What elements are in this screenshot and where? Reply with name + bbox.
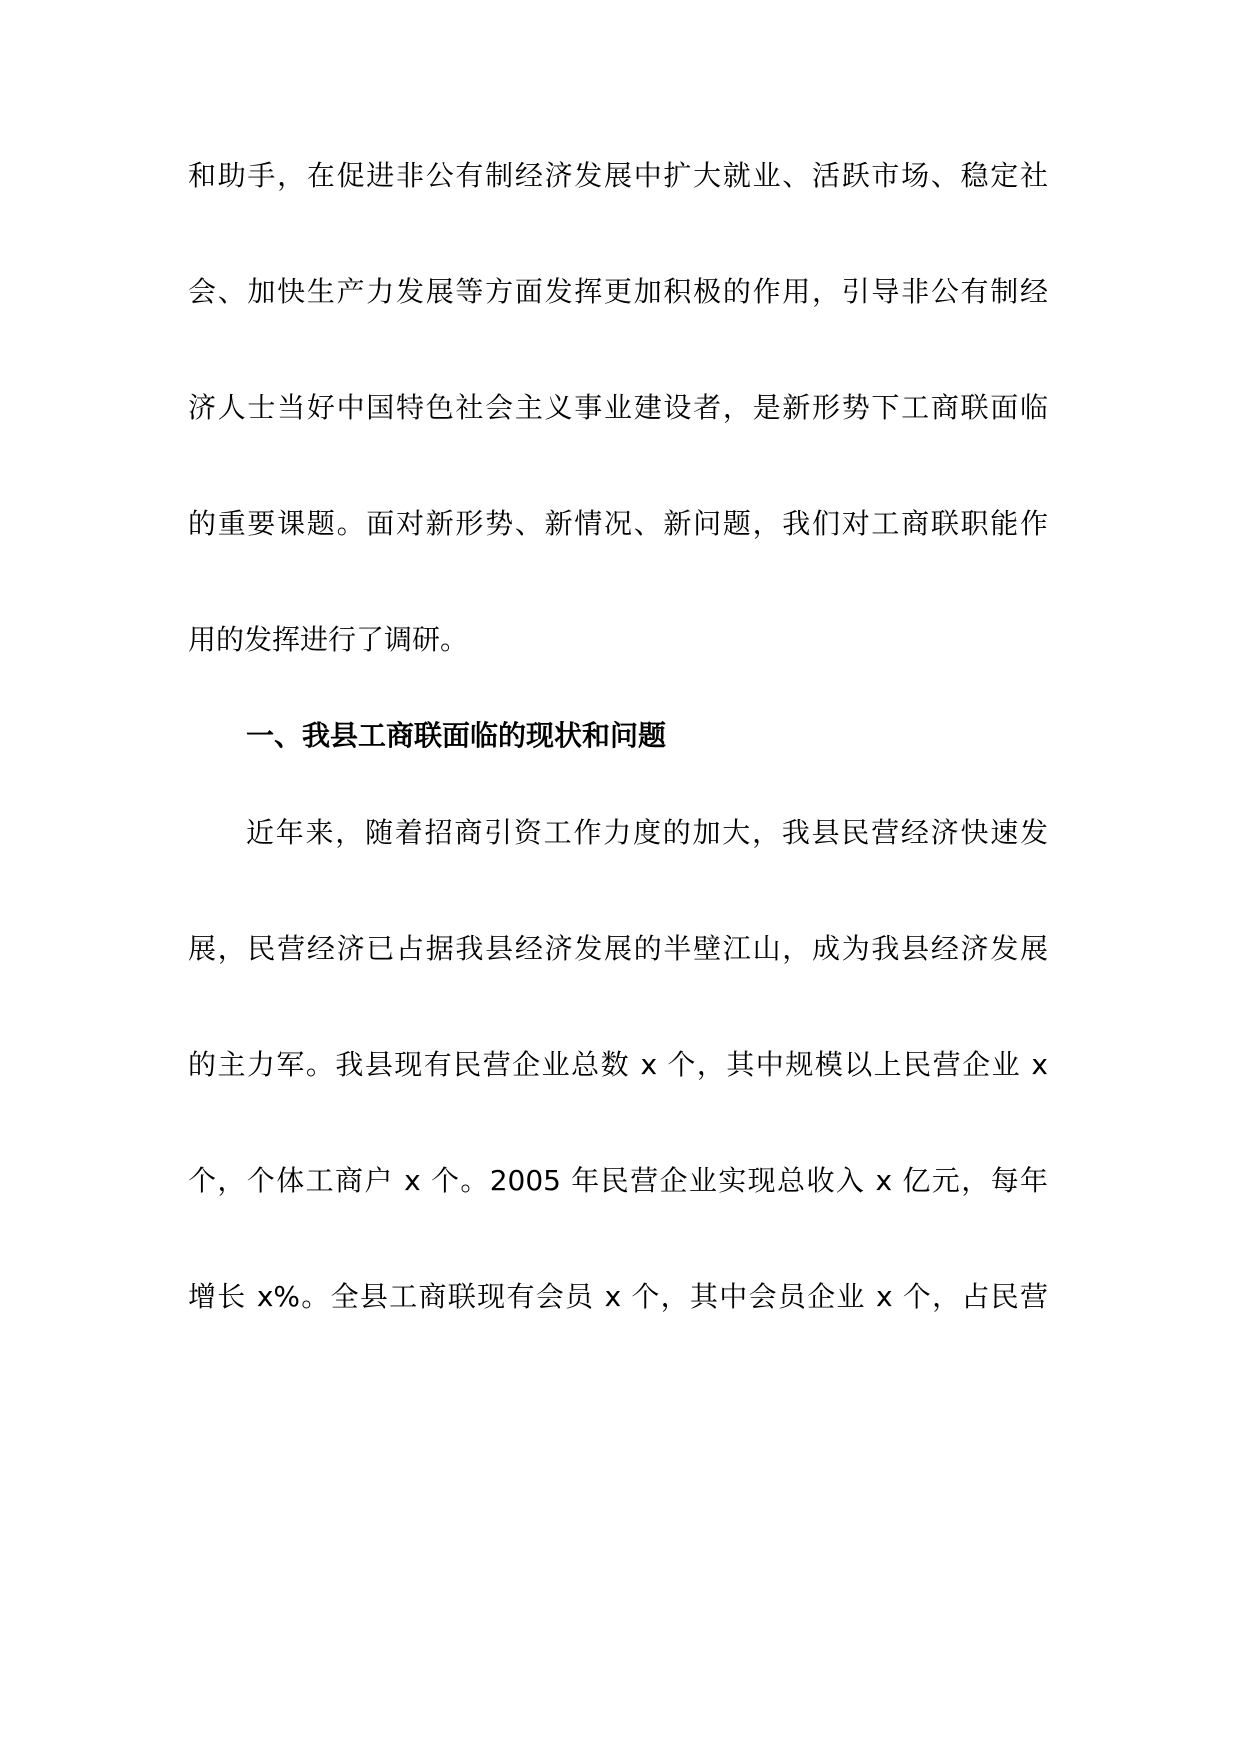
section-line-3: 的主力军。我县现有民营企业总数 x 个，其中规模以上民营企业 x: [188, 1048, 1048, 1081]
section-line-5: 增长 x%。全县工商联现有会员 x 个，其中会员企业 x 个，占民营: [188, 1280, 1048, 1313]
paragraph-line-5: 用的发挥进行了调研。: [188, 623, 469, 656]
section-line-4: 个，个体工商户 x 个。2005 年民营企业实现总收入 x 亿元，每年: [188, 1164, 1048, 1197]
section-line-2: 展，民营经济已占据我县经济发展的半壁江山，成为我县经济发展: [188, 932, 1048, 965]
paragraph-line-2: 会、加快生产力发展等方面发挥更加积极的作用，引导非公有制经: [188, 275, 1048, 308]
paragraph-line-1: 和助手，在促进非公有制经济发展中扩大就业、活跃市场、稳定社: [188, 159, 1048, 192]
paragraph-line-3: 济人士当好中国特色社会主义事业建设者，是新形势下工商联面临: [188, 391, 1048, 424]
section-heading: 一、我县工商联面临的现状和问题: [246, 719, 667, 752]
paragraph-line-4: 的重要课题。面对新形势、新情况、新问题，我们对工商联职能作: [188, 507, 1048, 540]
section-line-1: 近年来，随着招商引资工作力度的加大，我县民营经济快速发: [246, 816, 1048, 849]
